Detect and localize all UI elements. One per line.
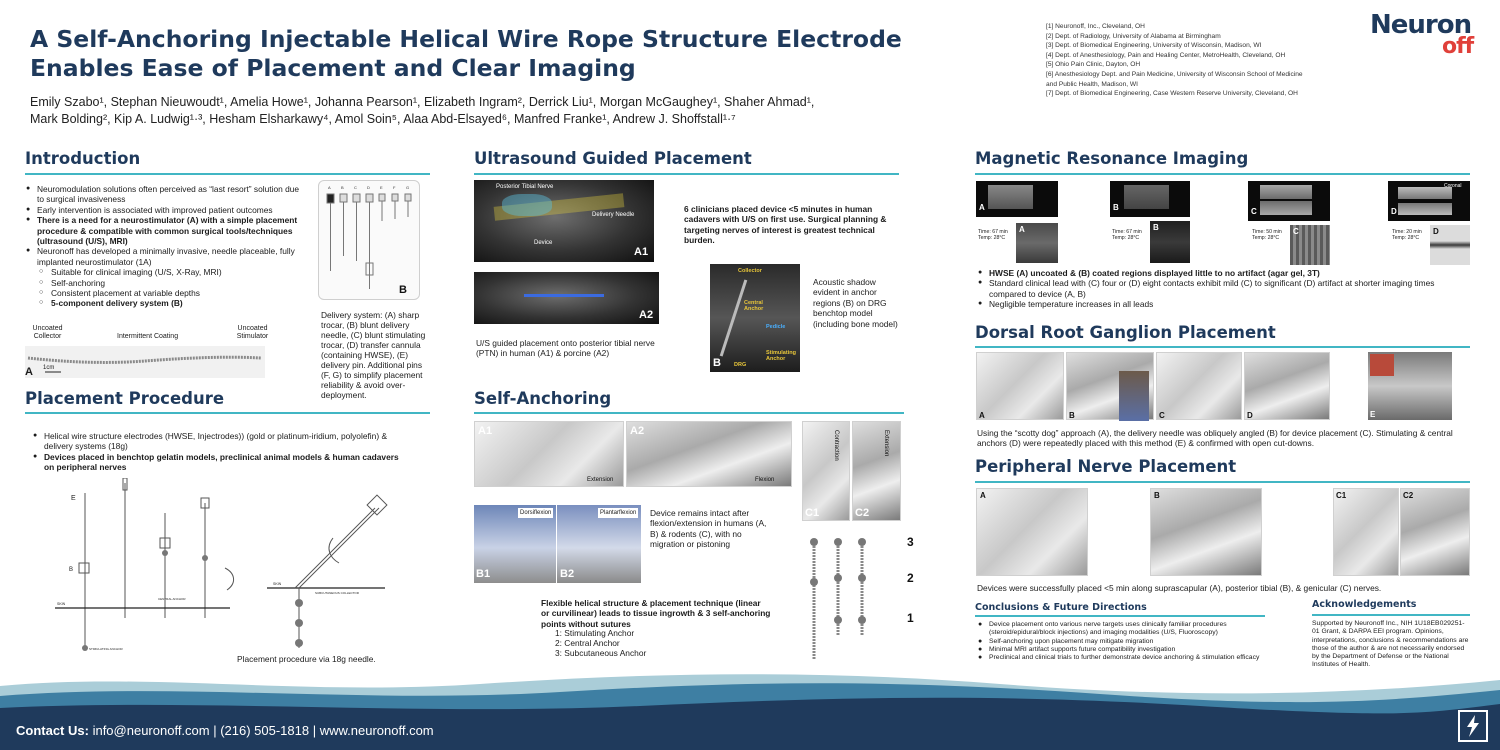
tool-letter-c: C: [354, 185, 357, 190]
pnp-letter-b: B: [1154, 491, 1160, 500]
mri-panel-a: [976, 181, 1100, 267]
contact-label: Contact Us:: [16, 723, 89, 738]
placement-bullet-1: ● Helical wire structure electrodes (HWSE, Injectrodes)) (gold or platinum-iridium, polyolefin) & delivery systems (18g): [32, 431, 402, 452]
mri-zoom-c: [1290, 225, 1330, 265]
scale-bar-label: 1cm: [43, 365, 55, 371]
us-label-a1: A1: [634, 246, 649, 258]
ack-rule: [1312, 614, 1470, 616]
us-needle-line: [524, 294, 604, 297]
placement-label-stim: STIMULATING ANCHOR: [89, 647, 123, 651]
pnp-letter-c1: C1: [1336, 491, 1347, 500]
drg-caption: Using the “scotty dog” approach (A), the delivery needle was obliquely angled (B) for device placement (C). Stimulating & central anchors (D) were repeatedly placed with this method (E) & confirmed with open cut-downs.: [977, 428, 1453, 449]
conclusions-rule: [975, 615, 1265, 617]
placement-label-e: E: [71, 495, 76, 502]
contact-line: [16, 723, 434, 738]
pnp-title: Peripheral Nerve Placement: [975, 457, 1237, 476]
conclusions-bullet-4: ● Preclinical and clinical trials to further demonstrate device anchoring & stimulation efficacy: [977, 654, 1262, 662]
us-label-device: Device: [534, 240, 553, 246]
sa-number-2: 2: [907, 571, 914, 585]
us-shadow-caption: Acoustic shadow evident in anchor regions (B) on DRG benchtop model (including bone model): [813, 277, 898, 329]
mri-time-c: Time: 50 min: [1252, 229, 1282, 235]
sa-finding: Flexible helical structure & placement technique (linear or curvilinear) leads to tissue ingrowth & 3 self-anchoring points without sutures: [541, 598, 771, 629]
mri-panel-d: [1388, 181, 1472, 267]
conclusions-bullet-3: ● Minimal MRI artifact supports future compatibility investigation: [977, 646, 1262, 654]
mri-bullet-1: ● HWSE (A) uncoated & (B) coated regions displayed little to no artifact (agar gel, 3T): [977, 268, 1467, 278]
placement-bullet-2: ● Devices placed in benchtop gelatin models, preclinical animal models & human cadavers on peripheral nerves: [32, 452, 402, 473]
fig-b-label: B: [399, 284, 407, 296]
affiliation-1: [1] Neuronoff, Inc., Cleveland, OH: [1046, 23, 1145, 30]
mri-panel-b: [1110, 181, 1234, 267]
mri-time-b: Time: 67 min: [1112, 229, 1142, 235]
conclusions-bullet-1: ● Device placement onto various nerve targets uses clinically familiar procedures (steroid/epidural/block injections) and imaging modalities (U/S, Fluoroscopy): [977, 621, 1262, 638]
drg-image-a: [976, 352, 1064, 420]
placement-rule: [25, 412, 430, 414]
mri-title: Magnetic Resonance Imaging: [975, 149, 1249, 168]
mri-image-b: [1110, 181, 1190, 217]
placement-bullets: [32, 431, 402, 473]
drg-hand-photo: [1119, 371, 1149, 421]
footer-wave: [0, 672, 1500, 750]
conclusions-bullet-2: ● Self-anchoring upon placement may mitigate migration: [977, 638, 1262, 646]
us-b-shadow: [720, 279, 748, 356]
us-label-delivery-needle: Delivery Needle: [592, 212, 635, 218]
tool-letter-d: D: [367, 185, 370, 190]
fig-a-label: A: [25, 366, 33, 378]
mri-letter-a: A: [979, 203, 985, 212]
sa-anchor-diagram: [800, 530, 920, 665]
contact-details: info@neuronoff.com | (216) 505-1818 | www.neuronoff.com: [92, 723, 434, 738]
pnp-caption: Devices were successfully placed <5 min along suprascapular (A), posterior tibial (B), & genicular (C) nerves.: [977, 583, 1382, 593]
mri-bullet-3: ● Negligible temperature increases in all leads: [977, 299, 1467, 309]
intro-bullet-4: ● Neuronoff has developed a minimally invasive, needle placeable, fully implanted neurostimulator (1A): [25, 246, 308, 267]
us-label-collector: Collector: [738, 268, 762, 274]
placement-label-b: B: [69, 567, 74, 573]
mri-letter-d: D: [1391, 207, 1397, 216]
intro-sub-2: ○ Self-anchoring: [25, 278, 308, 288]
sa-image-a2: [626, 421, 792, 487]
intro-rule: [25, 173, 430, 175]
logo-off: off: [1442, 34, 1474, 59]
intro-sub-1: ○ Suitable for clinical imaging (U/S, X-Ray, MRI): [25, 267, 308, 277]
title-line-1: A Self-Anchoring Injectable Helical Wire Rope Structure Electrode: [30, 25, 902, 53]
intro-bullet-2: ● Early intervention is associated with improved patient outcomes: [25, 205, 308, 215]
placement-diagram: [55, 478, 425, 658]
pnp-image-b: [1150, 488, 1262, 576]
intro-sub-4: ○ 5-component delivery system (B): [25, 298, 308, 308]
drg-letter-d: D: [1247, 411, 1253, 420]
drg-image-d: [1244, 352, 1330, 420]
drg-image-e: [1368, 352, 1452, 420]
sa-label-c2: C2: [855, 507, 870, 519]
mri-letter-b: B: [1113, 203, 1119, 212]
placement-label-skin-2: SKIN: [273, 582, 282, 586]
mri-sub-b: B: [1153, 223, 1159, 232]
tool-letter-b: B: [341, 185, 344, 190]
ultrasound-title: Ultrasound Guided Placement: [474, 149, 752, 168]
us-label-a2: A2: [639, 309, 654, 321]
us-image-a2: [474, 272, 659, 324]
intro-bullet-3: ● There is a need for a neurostimulator (A) with a simple placement procedure & compatible with common surgical tools/techniques (ultrasound (U/S), MRI): [25, 215, 308, 246]
mri-sub-a: A: [1019, 225, 1025, 234]
pnp-letter-a: A: [980, 491, 986, 500]
sa-label-c1: C1: [805, 507, 820, 519]
pnp-image-c2: [1400, 488, 1470, 576]
sa-label-plantarflexion: Plantarflexion: [598, 508, 638, 518]
mri-zoom-d: [1430, 225, 1470, 265]
sa-label-flexion: Flexion: [755, 477, 775, 483]
helical-electrode-drawing: [25, 346, 265, 378]
affiliation-5: [5] Ohio Pain Clinic, Dayton, OH: [1046, 61, 1141, 69]
us-ptn-overlay: [502, 194, 552, 216]
authors-line-2: Mark Bolding², Kip A. Ludwig¹·³, Hesham Elsharkawy⁴, Amol Soin⁵, Alaa Abd-Elsayed⁶, Manfred Franke¹, Andrew J. Shoffstall¹·⁷: [30, 112, 736, 126]
pnp-letter-c2: C2: [1403, 491, 1414, 500]
tool-letter-g: G: [406, 185, 410, 190]
mri-sub-d: D: [1433, 227, 1439, 236]
sa-image-a1: [474, 421, 624, 487]
affiliation-2: [2] Dept. of Radiology, University of Alabama at Birmingham: [1046, 32, 1221, 40]
us-label-ptn: Posterior Tibial Nerve: [496, 184, 554, 190]
affiliation-6-cont: and Public Health, Madison, WI: [1046, 80, 1138, 88]
us-image-b: [710, 264, 800, 372]
placement-title: Placement Procedure: [25, 389, 225, 408]
label-intermittent-coating: Intermittent Coating: [117, 333, 179, 340]
author-list: [30, 94, 960, 128]
mri-bullets: [977, 268, 1467, 310]
mri-image-a: [976, 181, 1058, 217]
delivery-system-figure: [318, 180, 420, 300]
mri-temp-c: Temp: 28°C: [1252, 235, 1280, 241]
affiliation-7: [7] Dept. of Biomedical Engineering, Case Western Reserve University, Cleveland, OH: [1046, 90, 1298, 98]
mri-bullet-2: ● Standard clinical lead with (C) four or (D) eight contacts exhibit mild (C) to significant (D) artifact at shorter imaging times compared to device (A, B): [977, 278, 1467, 299]
selfanchor-rule: [474, 412, 904, 414]
sa-anchor-drawing: [800, 530, 920, 665]
us-image-a1: [474, 180, 654, 262]
mri-image-c: [1248, 181, 1330, 221]
neuronoff-logo: [1368, 10, 1486, 68]
title-line-2: Enables Ease of Placement and Clear Imaging: [30, 54, 636, 82]
electrode-figure: [25, 322, 270, 378]
tool-letter-f: F: [393, 185, 396, 190]
drg-image-c: [1156, 352, 1242, 420]
label-uncoated-collector: Uncoated Collector: [32, 325, 63, 340]
delivery-caption: Delivery system: (A) sharp trocar, (B) blunt delivery needle, (C) blunt stimulating trocar, (D) transfer cannula (containing HWSE), (E) delivery pin. Additional pins (F, G) to simplify placement reliability & avoid over-deployment.: [321, 310, 426, 400]
us-label-drg: DRG: [734, 362, 747, 368]
lightning-icon: [1460, 712, 1486, 740]
authors-line-1: Emily Szabo¹, Stephan Nieuwoudt¹, Amelia Howe¹, Johanna Pearson¹, Elizabeth Ingram², Derrick Liu¹, Morgan McGaughey¹, Shaher Ahmad¹,: [30, 95, 815, 109]
drg-letter-e: E: [1370, 410, 1376, 419]
sa-label-b2: B2: [560, 568, 575, 580]
ack-title: Acknowledgements: [1312, 599, 1417, 610]
sa-label-extension: Extension: [587, 477, 614, 483]
sa-image-c2: [852, 421, 901, 521]
affiliation-4: [4] Dept. of Anesthesiology, Pain and Healing Center, MetroHealth, Cleveland, OH: [1046, 51, 1286, 59]
drg-letter-c: C: [1159, 411, 1165, 420]
intro-title: Introduction: [25, 149, 141, 168]
intro-bullets: [25, 184, 308, 309]
pnp-image-a: [976, 488, 1088, 576]
drg-cutdown-photo: [1370, 354, 1394, 376]
mri-zoom-a: [1016, 223, 1058, 263]
placement-label-subcut: SUBCUTANEOUS COLLECTOR: [315, 591, 359, 595]
placement-label-skin-1: SKIN: [57, 602, 66, 606]
mri-temp-a: Temp: 28°C: [978, 235, 1006, 241]
us-label-central: Central Anchor: [744, 300, 764, 312]
sa-label-a1: A1: [478, 425, 493, 437]
pnp-image-c1: [1333, 488, 1399, 576]
sa-label-a2: A2: [630, 425, 645, 437]
mri-sub-c: C: [1293, 227, 1299, 236]
sa-label-contraction: Contraction: [833, 430, 839, 461]
ultrasound-rule: [474, 173, 899, 175]
sa-number-3: 3: [907, 535, 914, 549]
us-caption: U/S guided placement onto posterior tibial nerve (PTN) in human (A1) & porcine (A2): [476, 338, 655, 359]
tool-letter-e: E: [380, 185, 383, 190]
delivery-system-drawing: [319, 181, 419, 299]
mri-zoom-b: [1150, 221, 1190, 263]
conclusions-title: Conclusions & Future Directions: [975, 602, 1147, 613]
sa-label-dorsiflexion: Dorsiflexion: [518, 508, 553, 518]
logo-wordmark: Neuron: [1370, 10, 1472, 40]
drg-title: Dorsal Root Ganglion Placement: [975, 323, 1276, 342]
label-uncoated-stimulator: Uncoated Stimulator: [236, 325, 269, 340]
sa-point-3: 3: Subcutaneous Anchor: [555, 648, 647, 658]
selfanchor-title: Self-Anchoring: [474, 389, 612, 408]
sa-point-2: 2: Central Anchor: [555, 638, 620, 648]
sa-intact-text: Device remains intact after flexion/extension in humans (A, B) & rodents (C), with no migration or pistoning: [650, 508, 767, 550]
mri-temp-b: Temp: 28°C: [1112, 235, 1140, 241]
us-label-pedicle: Pedicle: [766, 324, 786, 330]
ack-text: Supported by Neuronoff Inc., NIH 1U18EB029251-01 Grant, & DARPA EEI program. Opinions, interpretations, conclusions & recommendations are those of the author & are not necessarily endorsed by the Department of Defense or the National Institutes of Health.: [1312, 620, 1469, 669]
sa-image-c1: [802, 421, 850, 521]
mri-time-a: Time: 67 min: [978, 229, 1008, 235]
intro-bullet-1: ● Neuromodulation solutions often perceived as “last resort” solution due to surgical invasiveness: [25, 184, 308, 205]
sa-label-extension-rot: Extension: [883, 430, 889, 457]
us-label-stim: Stimulating Anchor: [766, 350, 796, 362]
tool-letter-a: A: [328, 185, 331, 190]
sa-point-1: 1: Stimulating Anchor: [555, 628, 635, 638]
sa-label-b1: B1: [476, 568, 491, 580]
placement-label-central: CENTRAL ANCHOR: [158, 597, 186, 601]
affiliation-3: [3] Dept. of Biomedical Engineering, University of Wisconsin, Madison, WI: [1046, 42, 1262, 50]
affiliations: [1046, 22, 1366, 99]
us-finding: 6 clinicians placed device <5 minutes in human cadavers with U/S on first use. Surgical planning & targeting nerves of interest is greatest technical burden.: [684, 204, 887, 246]
drg-image-b: [1066, 352, 1154, 420]
mri-letter-c: C: [1251, 207, 1257, 216]
us-label-b: B: [713, 357, 721, 369]
mri-image-d: [1388, 181, 1470, 221]
mri-time-d: Time: 20 min: [1392, 229, 1422, 235]
electrode-photo: [25, 346, 265, 378]
placement-drawing: [55, 478, 425, 658]
conclusions-bullets: [977, 621, 1262, 662]
mri-temp-d: Temp: 28°C: [1392, 235, 1420, 241]
placement-caption: Placement procedure via 18g needle.: [237, 654, 376, 664]
footer-logo-icon: [1458, 710, 1488, 742]
sa-number-1: 1: [907, 611, 914, 625]
mri-rule: [975, 173, 1470, 175]
intro-sub-3: ○ Consistent placement at variable depths: [25, 288, 308, 298]
pnp-rule: [975, 481, 1470, 483]
drg-letter-a: A: [979, 411, 985, 420]
drg-letter-b: B: [1069, 411, 1075, 420]
poster-title: [30, 25, 930, 83]
affiliation-6: [6] Anesthesiology Dept. and Pain Medicine, University of Wisconsin School of Medicine: [1046, 70, 1303, 78]
mri-panel-c: [1248, 181, 1372, 267]
drg-rule: [975, 346, 1470, 348]
mri-coronal: Coronal: [1444, 183, 1462, 189]
